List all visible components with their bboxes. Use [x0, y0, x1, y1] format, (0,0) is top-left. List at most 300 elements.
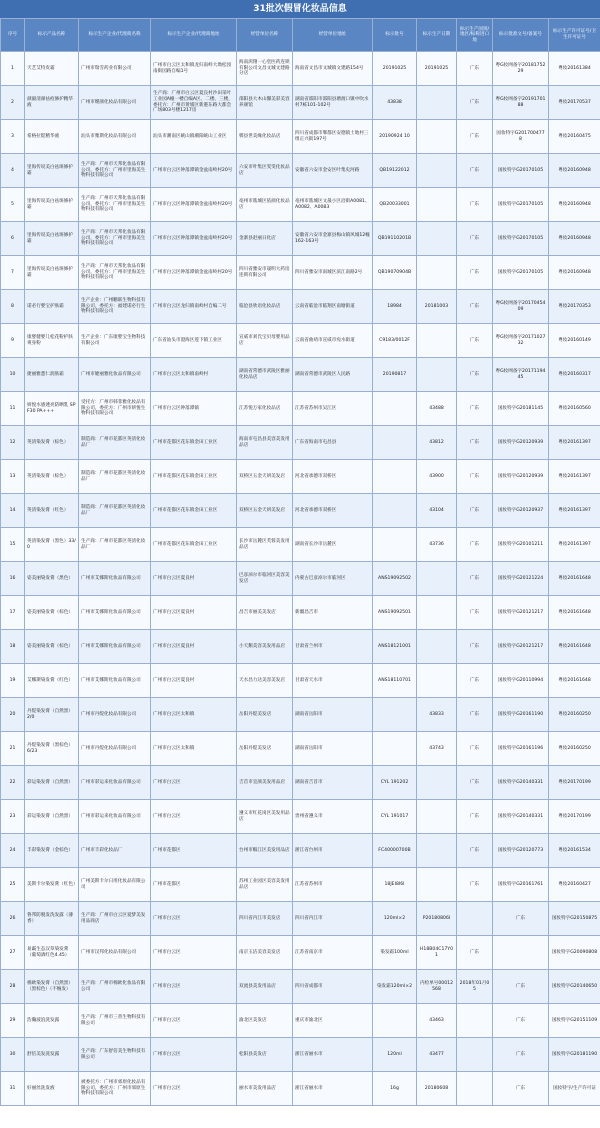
table-row: [1, 86, 600, 120]
table-row: [1, 868, 600, 902]
table-cell: 粤妆20170353: [549, 290, 600, 324]
table-cell: 12: [1, 426, 25, 460]
table-cell: [417, 86, 457, 120]
table-cell: 43477: [417, 1038, 457, 1072]
table-cell: 16g: [373, 1072, 417, 1106]
table-cell: 姿美丽染发膏（棕色）: [25, 630, 79, 664]
table-cell: 国妆特字G20090808: [549, 936, 600, 970]
table-cell: 粤妆20161648: [549, 596, 600, 630]
table-cell: 粤妆20160560: [549, 392, 600, 426]
table-cell: 湖南省岳阳市: [293, 732, 373, 766]
table-cell: [417, 630, 457, 664]
table-cell: 粤妆20161384: [549, 52, 600, 86]
table-cell: 鲁邦防脱发洗发露（薄香）: [25, 902, 79, 936]
table-cell: 天水昌力达美容美发店: [237, 664, 293, 698]
table-cell: [373, 1004, 417, 1038]
table-cell: 广东: [457, 358, 493, 392]
table-cell: 广东省海南市屯昌县: [293, 426, 373, 460]
table-cell: 安徽省六安市金寨县梅山镇风城12幢162-163号: [293, 222, 373, 256]
table-cell: 22: [1, 766, 25, 800]
table-cell: [417, 222, 457, 256]
table-cell: 天艺艾特皮霜: [25, 52, 79, 86]
table-row: [1, 528, 600, 562]
table-cell: ANS19092502: [373, 562, 417, 596]
table-cell: 染发霜100ml: [373, 936, 417, 970]
table-cell: 广州市艾娜斯化妆品有限公司: [79, 562, 151, 596]
column-header: 标示生产许可证号/卫生许可证号: [549, 19, 600, 52]
table-cell: 广州市白云区钟落潭镇金盆南岭村20号: [151, 154, 237, 188]
table-cell: 内检单号00012568: [417, 970, 457, 1004]
table-cell: FC40000700B: [373, 834, 417, 868]
table-cell: 内蒙古巴彦淖尔市临河区: [293, 562, 373, 596]
table-cell: 广东: [457, 256, 493, 290]
table-cell: 亳州市谯城区文晟小区沿街A0081、A0082、A0083: [293, 188, 373, 222]
table-cell: 粤妆20160317: [549, 358, 600, 392]
table-cell: 好丽丝洗发液: [25, 1072, 79, 1106]
table-cell: 广州市丹缇化妆品有限公司: [79, 732, 151, 766]
table-cell: 广州市白云区夏良村: [151, 562, 237, 596]
table-cell: 四川省成都市郸都区安德镇土地村三组正兴街197号: [293, 120, 373, 154]
table-cell: 20: [1, 698, 25, 732]
table-cell: 广州市白云区太和镇: [151, 698, 237, 732]
column-header: 标示生产企业/代理商地址: [151, 19, 237, 52]
table-cell: 广东: [457, 460, 493, 494]
table-cell: 广州市白云区: [151, 970, 237, 1004]
table-cell: 国妆特字G20161190: [493, 698, 549, 732]
table-cell: 广州美斯卡尔日用化妆品有限公司: [79, 868, 151, 902]
table-cell: 粤妆20161397: [549, 528, 600, 562]
table-cell: 粤妆20160427: [549, 868, 600, 902]
table-cell: 海南省文昌市文城镇文建路154号: [293, 52, 373, 86]
table-cell: 粤妆20161534: [549, 834, 600, 868]
table-row: [1, 426, 600, 460]
table-cell: 岳阳丹缇美发店: [237, 732, 293, 766]
table-cell: 2018年01月05: [457, 970, 493, 1004]
table-row: [1, 732, 600, 766]
table-cell: 诺必行婴宝护肤霜: [25, 290, 79, 324]
table-cell: H18B04C17Y01: [417, 936, 457, 970]
table-cell: [373, 732, 417, 766]
table-cell: 国妆特字G20120773: [493, 834, 549, 868]
table-cell: 粤妆20170199: [549, 766, 600, 800]
table-cell: 国妆特字G20140331: [493, 766, 549, 800]
table-cell: QB19110201B: [373, 222, 417, 256]
table-cell: 湖南省长沙市岳麓区: [293, 528, 373, 562]
table-cell: 广东: [457, 86, 493, 120]
table-cell: 生产商：广州市天邦化妆品有限公司，委托方：广州市里海美生物科技有限公司: [79, 188, 151, 222]
table-cell: 制造商：广州市花都区英清化妆品厂: [79, 426, 151, 460]
column-header: 标示批号: [373, 19, 417, 52]
table-cell: 国妆特字G20120939: [493, 460, 549, 494]
table-row: [1, 664, 600, 698]
table-cell: 广州市白云区夏良村: [151, 596, 237, 630]
table-cell: 广东: [493, 970, 549, 1004]
table-cell: 广东: [457, 562, 493, 596]
table-cell: [417, 800, 457, 834]
table-cell: 粤妆20160948: [549, 222, 600, 256]
table-cell: 广东: [457, 698, 493, 732]
table-cell: 广州市彩运来化妆品有限公司: [79, 766, 151, 800]
table-cell: 国妆特字G20110994: [493, 664, 549, 698]
column-header: 标示生产国别/地区/标称进口地: [457, 19, 493, 52]
table-cell: 金寨县赵丽日化店: [237, 222, 293, 256]
table-cell: 20180608: [417, 1072, 457, 1106]
table-cell: 11: [1, 392, 25, 426]
table-cell: 姿美丽染发膏（黑色）: [25, 562, 79, 596]
table-cell: 9: [1, 324, 25, 358]
table-body: [1, 52, 600, 1106]
table-cell: 生产企业：广州鹏联生物科技有限公司，委托方：福建诺必行生物科技有限公司: [79, 290, 151, 324]
table-cell: 43743: [417, 732, 457, 766]
table-cell: ANS18121001: [373, 630, 417, 664]
table-cell: 彩运染发膏（自然黑）: [25, 800, 79, 834]
table-cell: 艾娜斯染发膏（红色）: [25, 664, 79, 698]
table-cell: 里海传说美白祛斑修护霜: [25, 188, 79, 222]
table-cell: 江苏省南京市: [293, 936, 373, 970]
table-cell: 20191025: [417, 52, 457, 86]
column-header: 序号: [1, 19, 25, 52]
table-row: [1, 902, 600, 936]
table-cell: 10: [1, 358, 25, 392]
table-cell: 粤妆20161648: [549, 664, 600, 698]
table-cell: 20181003: [417, 290, 457, 324]
table-cell: 英清染发膏（红色）: [25, 494, 79, 528]
table-cell: 国妆特字G20121217: [493, 630, 549, 664]
table-cell: [417, 324, 457, 358]
table-row: [1, 324, 600, 358]
table-cell: 广州市嫒颜化妆品有限公司: [79, 86, 151, 120]
table-cell: 广州市瑞雪药业有限公司: [79, 52, 151, 86]
table-cell: 粤G妆网备字2017102732: [493, 324, 549, 358]
table-cell: 生产商：广东舒倍美生物科技有限公司: [79, 1038, 151, 1072]
column-header: 标示批准文号/备案号: [493, 19, 549, 52]
table-cell: 生产商：广州市花都区英清化妆品厂: [79, 528, 151, 562]
table-cell: 四川省雅安市晟明大药房连锁有限公司: [237, 256, 293, 290]
table-cell: [457, 1004, 493, 1038]
table-row: [1, 358, 600, 392]
table-cell: 国妆特字G20161196: [493, 732, 549, 766]
table-cell: 希格拉缇精华液: [25, 120, 79, 154]
table-cell: 海南鸿翔一心堂医药连锁有限公司文昌文城文建路分店: [237, 52, 293, 86]
column-header: 标示生产企业/代理商名称: [79, 19, 151, 52]
table-cell: 43488: [417, 392, 457, 426]
table-cell: 粤妆20161397: [549, 426, 600, 460]
table-cell: 25: [1, 868, 25, 902]
table-cell: 43104: [417, 494, 457, 528]
table-cell: 广东省汕头市澄海区莲下镇工业区: [151, 324, 237, 358]
table-cell: 31: [1, 1072, 25, 1106]
table-cell: 吉首市宜颜美发用品店: [237, 766, 293, 800]
table-cell: 妍悦水感透亮防晒乳 SPF30 PA+++: [25, 392, 79, 426]
table-cell: 康婴健婴儿松花粉护肤爽身粉: [25, 324, 79, 358]
table-cell: 18JEI8I6I: [373, 868, 417, 902]
table-cell: 姿美丽染发膏（棕色）: [25, 596, 79, 630]
table-row: [1, 460, 600, 494]
table-cell: 30: [1, 1038, 25, 1072]
table-row: [1, 188, 600, 222]
table-row: [1, 392, 600, 426]
table-cell: 甘肃省天水市: [293, 664, 373, 698]
table-cell: 国妆特字G20151109: [549, 1004, 600, 1038]
table-cell: 广州市花都区花东镇金田工业区: [151, 426, 237, 460]
table-cell: 粤妆20160948: [549, 256, 600, 290]
table-cell: 英清染发膏（棕色）: [25, 426, 79, 460]
table-cell: 广州市白云区夏良村: [151, 664, 237, 698]
table-cell: 丹缇染发膏（黑棕色）6/23: [25, 732, 79, 766]
table-cell: 浩瀚波浪洗发露: [25, 1004, 79, 1038]
table-cell: 国妆特字G20120939: [493, 426, 549, 460]
product-table: [0, 18, 600, 1106]
table-cell: 广东: [457, 188, 493, 222]
table-cell: 双桥区五金天妍美发店: [237, 460, 293, 494]
table-cell: 重庆市渝北区: [293, 1004, 373, 1038]
table-cell: QB19122012: [373, 154, 417, 188]
table-row: [1, 936, 600, 970]
table-cell: 广东: [457, 52, 493, 86]
table-cell: 7: [1, 256, 25, 290]
table-cell: 23: [1, 800, 25, 834]
table-cell: 17: [1, 596, 25, 630]
table-cell: 里海传说美白祛斑修护霜: [25, 154, 79, 188]
table-cell: 河北省承德市双桥区: [293, 494, 373, 528]
table-cell: 粤妆20160149: [549, 324, 600, 358]
table-cell: 江苏悦万家化妆品店: [237, 392, 293, 426]
table-cell: 16: [1, 562, 25, 596]
table-cell: 43838: [373, 86, 417, 120]
table-cell: 昌吉市丽美美发店: [237, 596, 293, 630]
table-cell: 广东: [457, 290, 493, 324]
table-cell: 南京玉洁美容美发店: [237, 936, 293, 970]
table-cell: [417, 596, 457, 630]
table-cell: 广州市白云区钟落潭镇金盆南岭村20号: [151, 256, 237, 290]
table-cell: CYL 191202: [373, 766, 417, 800]
table-cell: 棉欧染发膏（自然黑）（黑棕色）（不缠发）: [25, 970, 79, 1004]
table-cell: 易霸生态汉草染发膏（葡萄酒红色4.45）: [25, 936, 79, 970]
table-cell: [373, 698, 417, 732]
table-cell: 13: [1, 460, 25, 494]
table-cell: ANS18110701: [373, 664, 417, 698]
table-cell: 安徽省六安市金安区叶集史河路: [293, 154, 373, 188]
column-header: 经营单位名称: [237, 19, 293, 52]
table-cell: 广州市白云区: [151, 902, 237, 936]
table-cell: [417, 834, 457, 868]
table-cell: 生产企业：广东康婴宝生物科技有限公司: [79, 324, 151, 358]
table-cell: 广州市花都区花东镇金田工业区: [151, 528, 237, 562]
table-cell: 广州市白云区: [151, 1038, 237, 1072]
table-cell: QB19070904B: [373, 256, 417, 290]
table-cell: [373, 392, 417, 426]
table-cell: 粤妆20160948: [549, 154, 600, 188]
table-cell: 18984: [373, 290, 417, 324]
table-cell: 苏州工业园区美容美发用品店: [237, 868, 293, 902]
table-row: [1, 596, 600, 630]
table-cell: 广东: [457, 868, 493, 902]
table-cell: 邵阳县大木山馨美彩美容养颜馆: [237, 86, 293, 120]
table-cell: 5: [1, 188, 25, 222]
table-cell: 120ml: [373, 1038, 417, 1072]
table-cell: 海南市屯昌县美容美发用品店: [237, 426, 293, 460]
table-cell: 甘肃省兰州市: [293, 630, 373, 664]
table-cell: 双桥区五金天妍美发店: [237, 494, 293, 528]
table-cell: 广州市白云区钟落潭镇金盆南岭村20号: [151, 188, 237, 222]
table-row: [1, 290, 600, 324]
table-cell: 粤G妆网备字2017119445: [493, 358, 549, 392]
table-cell: 生产商：广州市棉欧化妆品有限公司: [79, 970, 151, 1004]
table-cell: 粤妆20170199: [549, 800, 600, 834]
table-cell: 广东: [457, 834, 493, 868]
table-cell: 湖南省岳阳市: [293, 698, 373, 732]
table-cell: 24: [1, 834, 25, 868]
table-cell: 遵义市红花岗区美发用品店: [237, 800, 293, 834]
table-cell: 湖南省邵阳市邵阳县塘渡口镇中吹水村7栋101-102号: [293, 86, 373, 120]
table-cell: 4: [1, 154, 25, 188]
table-cell: 国妆特字G20170105: [493, 154, 549, 188]
table-cell: 制造商：广州市花都区英清化妆品厂: [79, 460, 151, 494]
table-cell: 广州市花都区: [151, 868, 237, 902]
table-cell: 广东: [457, 154, 493, 188]
table-cell: 广州市白云区钟落潭镇金盆南岭村20号: [151, 222, 237, 256]
table-cell: 国妆特字G20101211: [493, 528, 549, 562]
table-cell: 18: [1, 630, 25, 664]
table-row: [1, 630, 600, 664]
table-row: [1, 1072, 600, 1106]
table-cell: 3: [1, 120, 25, 154]
column-header: 标示产品名称: [25, 19, 79, 52]
table-cell: P20180806I: [417, 902, 457, 936]
table-cell: 广东: [457, 766, 493, 800]
table-cell: 广州市丰彩化妆品厂: [79, 834, 151, 868]
table-cell: 43812: [417, 426, 457, 460]
table-cell: 国妆特字G20120937: [493, 494, 549, 528]
table-cell: [373, 494, 417, 528]
table-cell: 粤G妆网备字2018175229: [493, 52, 549, 86]
table-cell: 松阳县美发店: [237, 1038, 293, 1072]
table-header-row: [1, 19, 600, 52]
table-row: [1, 834, 600, 868]
table-cell: [417, 664, 457, 698]
table-cell: 湖南省常德市武陵区雅丽化妆品店: [237, 358, 293, 392]
table-cell: 里海传说美白祛斑修护霜: [25, 222, 79, 256]
table-cell: 国妆特字G20121217: [493, 596, 549, 630]
table-cell: 生产商：广州市三普生物科技有限公司: [79, 1004, 151, 1038]
table-cell: 英清染发膏（黑色）33/0: [25, 528, 79, 562]
table-cell: 四川省成都市: [293, 970, 373, 1004]
table-cell: 广州市白云区: [151, 766, 237, 800]
table-cell: 广东: [457, 392, 493, 426]
table-cell: 6: [1, 222, 25, 256]
table-cell: 广州市白云区太和镇: [151, 732, 237, 766]
table-cell: 粤妆20160250: [549, 732, 600, 766]
table-cell: 双流县美发用品店: [237, 970, 293, 1004]
table-cell: 29: [1, 1004, 25, 1038]
table-cell: 云南省曲靖市宣威市宛水街道: [293, 324, 373, 358]
table-cell: 粤G妆网备字2017045409: [493, 290, 549, 324]
table-cell: 生产商：广州市天邦化妆品有限公司，委托方：广州市里海美生物科技有限公司: [79, 154, 151, 188]
table-cell: 广州市白云区太和镇龙归南岭大坳松园南街园路自编1号: [151, 52, 237, 86]
table-row: [1, 52, 600, 86]
table-cell: [373, 460, 417, 494]
table-cell: 宣威市刘氏宝贝母婴用品店: [237, 324, 293, 358]
table-row: [1, 154, 600, 188]
table-cell: 广州市汉邦化妆品有限公司: [79, 936, 151, 970]
table-row: [1, 494, 600, 528]
table-cell: 广东: [457, 528, 493, 562]
table-cell: 广东: [457, 664, 493, 698]
table-cell: 国妆特字G20161761: [493, 868, 549, 902]
table-cell: 15: [1, 528, 25, 562]
table-cell: 云南省临沧市临翔区南塘街道: [293, 290, 373, 324]
table-row: [1, 1038, 600, 1072]
table-cell: 台州市椒江区美发用品店: [237, 834, 293, 868]
table-cell: [417, 188, 457, 222]
table-cell: 国妆特字G2017004778: [493, 120, 549, 154]
table-cell: 国妆特字G20170105: [493, 188, 549, 222]
table-cell: 粤妆20160475: [549, 120, 600, 154]
table-cell: 湖南省常德市武陵区人民路: [293, 358, 373, 392]
table-cell: [493, 936, 549, 970]
table-cell: 广州市白云区龙归镇南岭村自编二号: [151, 290, 237, 324]
table-cell: 丽水市美发用品店: [237, 1072, 293, 1106]
table-cell: [417, 154, 457, 188]
table-cell: 江苏省苏州市: [293, 868, 373, 902]
table-cell: 汕头市雅斯化妆品有限公司: [79, 120, 151, 154]
table-cell: [417, 256, 457, 290]
table-cell: [417, 358, 457, 392]
table-cell: 广东: [493, 902, 549, 936]
document-title: 31批次假冒化妆品信息: [0, 0, 600, 18]
table-cell: 制造商：广州市花都区英清化妆品厂: [79, 494, 151, 528]
table-cell: 广州市彩运来化妆品有限公司: [79, 800, 151, 834]
table-cell: 捷丽雅薏仁润肤霜: [25, 358, 79, 392]
table-cell: ANS19092501: [373, 596, 417, 630]
table-cell: 丰彩染发膏（金棕色）: [25, 834, 79, 868]
table-cell: 广东: [457, 426, 493, 460]
table-cell: [457, 1038, 493, 1072]
table-row: [1, 120, 600, 154]
table-cell: 广东: [457, 494, 493, 528]
table-cell: 粤妆20170537: [549, 86, 600, 120]
table-row: [1, 562, 600, 596]
table-cell: 广州市白云区: [151, 1072, 237, 1106]
table-cell: 小天鹅美容美发用品店: [237, 630, 293, 664]
table-cell: 广州市艾娜斯化妆品有限公司: [79, 596, 151, 630]
table-cell: 广州市白云区: [151, 936, 237, 970]
table-cell: 28: [1, 970, 25, 1004]
table-cell: 20191025: [373, 52, 417, 86]
table-cell: 粤妆20160250: [549, 698, 600, 732]
table-row: [1, 256, 600, 290]
table-cell: 1: [1, 52, 25, 86]
table-cell: 河北省承德市双桥区: [293, 460, 373, 494]
table-cell: 被委托方：广州市郊原化妆品有限公司，委托方：广州市郊原生物科技有限公司: [79, 1072, 151, 1106]
table-cell: 江苏省苏州市吴江区: [293, 392, 373, 426]
table-cell: 浙江省丽水市: [293, 1072, 373, 1106]
table-cell: 四川省内江市: [293, 902, 373, 936]
table-cell: 颜毅清颜祛痘修护精华液: [25, 86, 79, 120]
table-cell: 20190924 10: [373, 120, 417, 154]
table-row: [1, 698, 600, 732]
table-cell: 湖南省吉首市: [293, 766, 373, 800]
table-cell: 美斯卡尔染发膏（红色）: [25, 868, 79, 902]
table-cell: 广州市艾娜斯化妆品有限公司: [79, 664, 151, 698]
table-cell: 广州市丹缇化妆品有限公司: [79, 698, 151, 732]
table-cell: 染发霜120ml×2: [373, 970, 417, 1004]
table-cell: 广东: [493, 1004, 549, 1038]
table-cell: 广东: [457, 120, 493, 154]
table-cell: 广东: [457, 324, 493, 358]
table-cell: 四川省雅安市雨城区滨江南路2号: [293, 256, 373, 290]
table-cell: 汕头市潮南区峡山镇潮阳峡山工业区: [151, 120, 237, 154]
